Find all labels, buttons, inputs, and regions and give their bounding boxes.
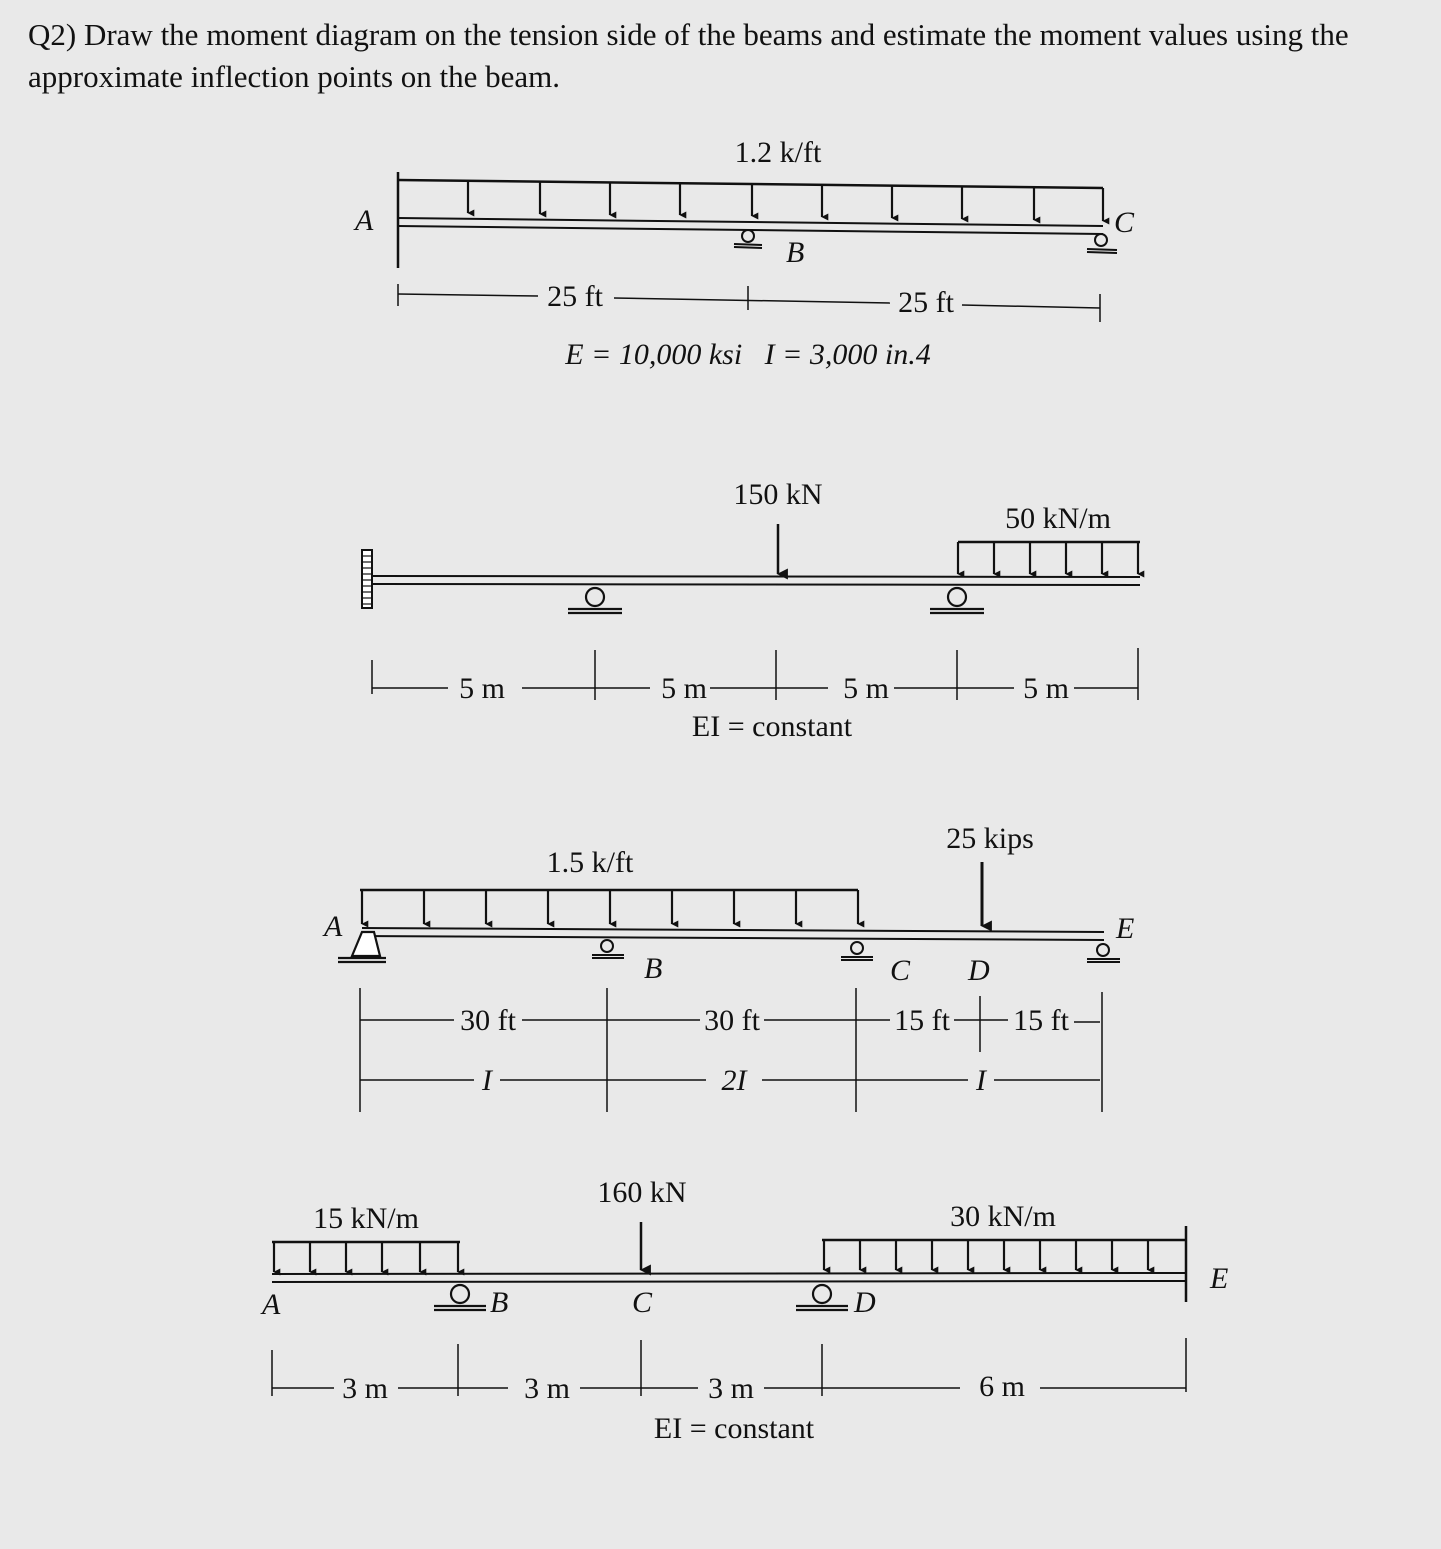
beam4-node-c: C <box>632 1286 653 1319</box>
beam1-dimension-line <box>398 284 1100 322</box>
beam2-point-load-label: 150 kN <box>733 478 823 511</box>
beam3-roller-support-c <box>841 942 873 960</box>
beam2-roller-support-2 <box>930 588 984 613</box>
beam3-roller-support-e <box>1087 944 1120 962</box>
beam4-ei: EI = constant <box>653 1412 815 1445</box>
beam3-span-ab: 30 ft <box>460 1004 516 1037</box>
beam-1 <box>353 136 1135 371</box>
beam1-node-b: B <box>786 236 805 269</box>
beam4-roller-support-d <box>796 1285 848 1310</box>
beam2-fixed-wall <box>362 550 372 608</box>
beam4-node-b: B <box>490 1286 509 1319</box>
beam1-node-c: C <box>1114 206 1135 239</box>
beam3-roller-support-b <box>592 940 624 958</box>
beam3-inertia-bc: 2I <box>721 1064 747 1097</box>
beam2-span-2: 5 m <box>661 672 707 705</box>
beam4-right-load-arrows <box>824 1240 1148 1270</box>
beam3-node-c: C <box>890 954 911 987</box>
question-text: Q2) Draw the moment diagram on the tension side of the beams and estimate the moment values using the approximate inflection points on the beam. <box>28 17 1349 94</box>
beam4-dist-load-right-label: 30 kN/m <box>950 1200 1056 1233</box>
beam4-span-1: 3 m <box>342 1372 388 1405</box>
beam-4 <box>260 1176 1228 1445</box>
beam-3 <box>322 822 1134 1112</box>
beam2-ei: EI = constant <box>691 710 853 743</box>
beam3-node-a: A <box>324 910 343 943</box>
beam1-load-label: 1.2 k/ft <box>734 136 822 169</box>
beam2-roller-support-1 <box>568 588 622 613</box>
beam2-span-4: 5 m <box>1023 672 1069 705</box>
beam4-roller-support-b <box>434 1285 486 1310</box>
beam4-left-load-arrows <box>274 1242 458 1272</box>
beam4-node-d: D <box>854 1286 876 1319</box>
beam3-distributed-load-arrows <box>362 890 858 924</box>
beam2-distributed-load-arrows <box>958 542 1138 574</box>
beam3-span-bc: 30 ft <box>704 1004 760 1037</box>
beam-2 <box>362 478 1140 743</box>
beam3-node-d: D <box>968 954 990 987</box>
beam1-properties: E = 10,000 ksi I = 3,000 in.4 <box>565 338 931 371</box>
beam1-roller-support-b <box>734 230 762 248</box>
beam3-inertia-ab: I <box>482 1064 492 1097</box>
beam3-dist-load-label: 1.5 k/ft <box>546 846 634 879</box>
beam4-span-4: 6 m <box>979 1370 1025 1403</box>
beam1-span-1: 25 ft <box>547 280 603 313</box>
beam3-inertia-ce: I <box>976 1064 986 1097</box>
beam4-span-3: 3 m <box>708 1372 754 1405</box>
beam1-node-a: A <box>355 204 374 237</box>
beam3-span-cd: 15 ft <box>894 1004 950 1037</box>
beam4-node-a: A <box>262 1288 281 1321</box>
beam4-point-load-label: 160 kN <box>597 1176 687 1209</box>
beam3-node-e: E <box>1116 912 1135 945</box>
beam2-span-1: 5 m <box>459 672 505 705</box>
beam1-roller-support-c <box>1087 234 1117 253</box>
beam1-span-2: 25 ft <box>898 286 954 319</box>
beam4-node-e: E <box>1210 1262 1229 1295</box>
beam2-dist-load-label: 50 kN/m <box>1005 502 1111 535</box>
beam2-span-3: 5 m <box>843 672 889 705</box>
beam4-span-2: 3 m <box>524 1372 570 1405</box>
beam3-span-de: 15 ft <box>1013 1004 1069 1037</box>
beam3-node-b: B <box>644 952 663 985</box>
beam3-point-load-label: 25 kips <box>946 822 1034 855</box>
beam4-dist-load-left-label: 15 kN/m <box>313 1202 419 1235</box>
